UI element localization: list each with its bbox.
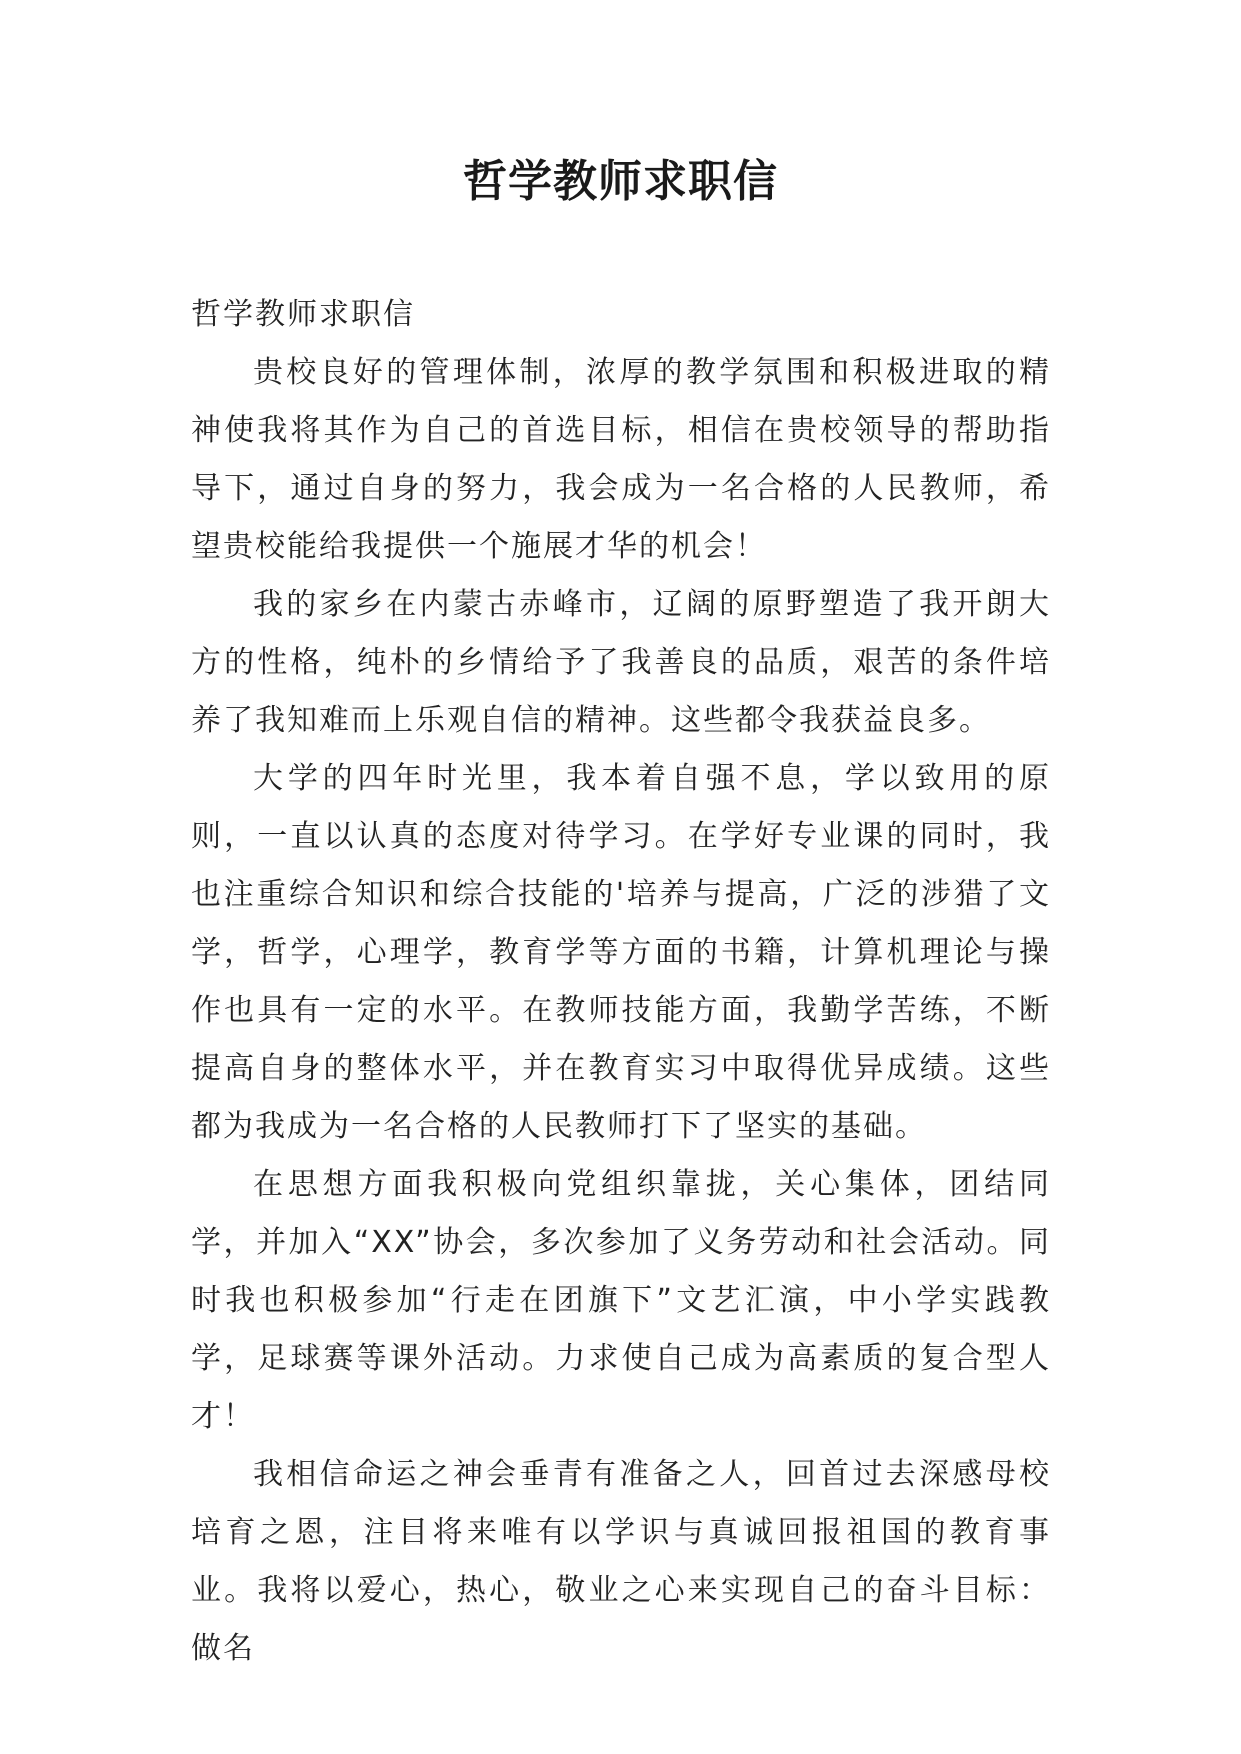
document-body	[191, 286, 1051, 1678]
document-title: 哲学教师求职信	[463, 156, 778, 207]
document-subtitle: 哲学教师求职信	[191, 297, 415, 332]
paragraph: 贵校良好的管理体制，浓厚的教学氛围和积极进取的精神使我将其作为自己的首选目标，相信在贵校领导的帮助指导下，通过自身的努力，我会成为一名合格的人民教师，希望贵校能给我提供一个施展才华的机会！	[191, 355, 1051, 564]
paragraph: 在思想方面我积极向党组织靠拢，关心集体，团结同学，并加入“XX”协会，多次参加了义务劳动和社会活动。同时我也积极参加“行走在团旗下”文艺汇演，中小学实践教学，足球赛等课外活动。力求使自己成为高素质的复合型人才！	[191, 1167, 1051, 1434]
paragraph: 大学的四年时光里，我本着自强不息，学以致用的原则，一直以认真的态度对待学习。在学好专业课的同时，我也注重综合知识和综合技能的'培养与提高，广泛的涉猎了文学，哲学，心理学，教育学等方面的书籍，计算机理论与操作也具有一定的水平。在教师技能方面，我勤学苦练，不断提高自身的整体水平，并在教育实习中取得优异成绩。这些都为我成为一名合格的人民教师打下了坚实的基础。	[191, 761, 1051, 1144]
paragraph: 我的家乡在内蒙古赤峰市，辽阔的原野塑造了我开朗大方的性格，纯朴的乡情给予了我善良的品质，艰苦的条件培养了我知难而上乐观自信的精神。这些都令我获益良多。	[191, 587, 1051, 738]
paragraph: 我相信命运之神会垂青有准备之人，回首过去深感母校培育之恩，注目将来唯有以学识与真诚回报祖国的教育事业。我将以爱心，热心，敬业之心来实现自己的奋斗目标：做名	[191, 1457, 1051, 1666]
